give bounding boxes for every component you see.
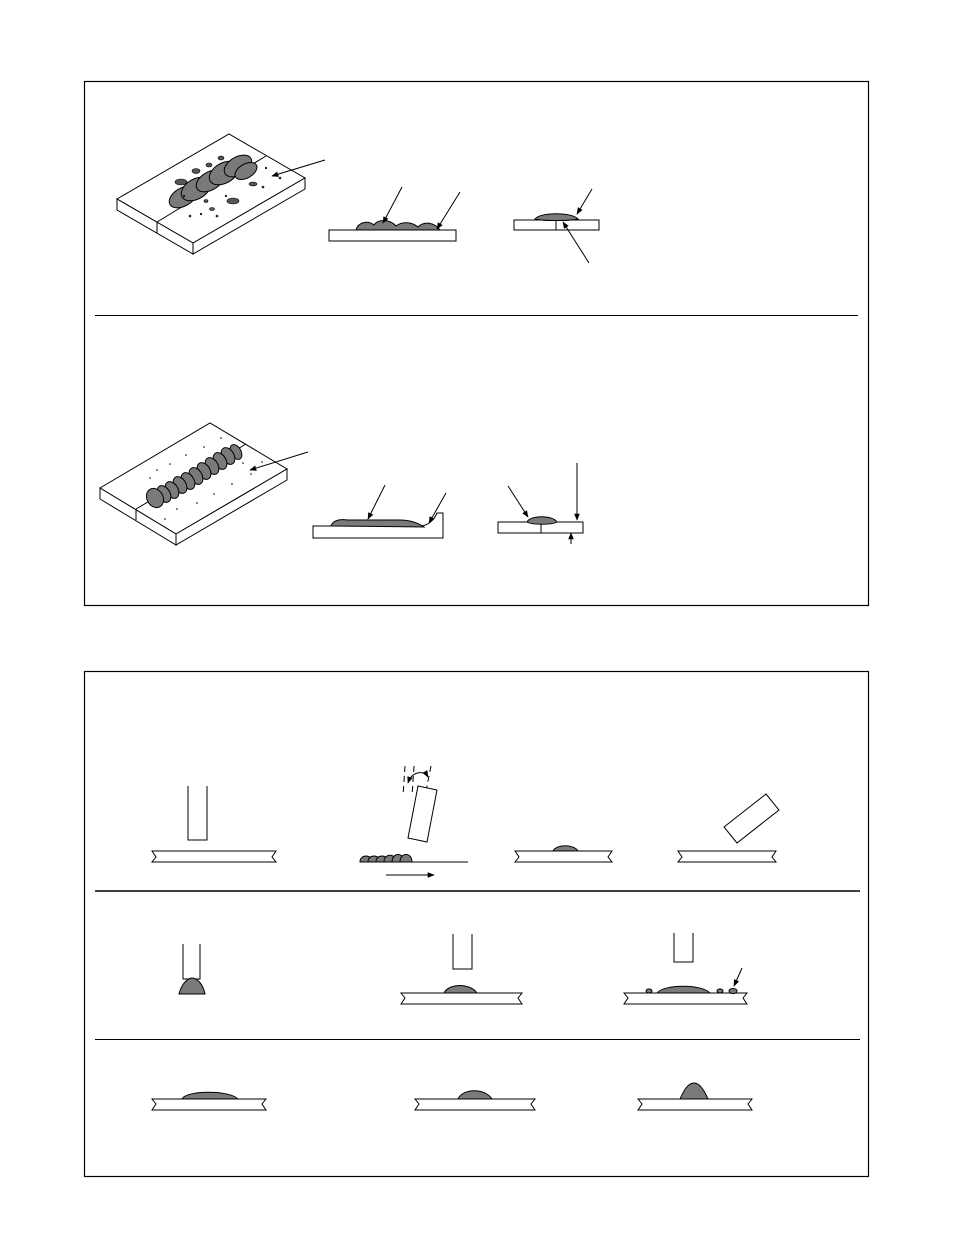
row2-electrode-bead bbox=[401, 934, 522, 1004]
row3-bead-high bbox=[638, 1083, 752, 1110]
row2-electrode-droplet bbox=[179, 944, 205, 994]
row1-electrode-vertical bbox=[152, 786, 276, 862]
good-weld-side-bead bbox=[331, 520, 424, 527]
poor-weld-plate bbox=[117, 134, 305, 254]
row1-travel-angle bbox=[360, 766, 468, 875]
poor-weld-section-leader-top bbox=[577, 189, 592, 214]
row1-electrode-angled bbox=[678, 794, 779, 862]
good-weld-section-leader-left bbox=[508, 486, 528, 517]
poor-weld-side-bead bbox=[356, 221, 440, 230]
good-weld-section-bead bbox=[527, 517, 557, 525]
poor-weld-side-leader-right bbox=[437, 192, 460, 229]
poor-weld-section-bead bbox=[535, 214, 578, 221]
row2-electrode-spatter bbox=[624, 933, 747, 1004]
good-weld-side-leader-left bbox=[368, 485, 385, 519]
poor-weld-side-leader-left bbox=[383, 187, 402, 223]
poor-weld-side-plate bbox=[329, 230, 456, 241]
row3-bead-normal bbox=[415, 1091, 535, 1110]
row1-bead-on-plate bbox=[515, 846, 612, 862]
row3-bead-flat bbox=[152, 1092, 266, 1110]
